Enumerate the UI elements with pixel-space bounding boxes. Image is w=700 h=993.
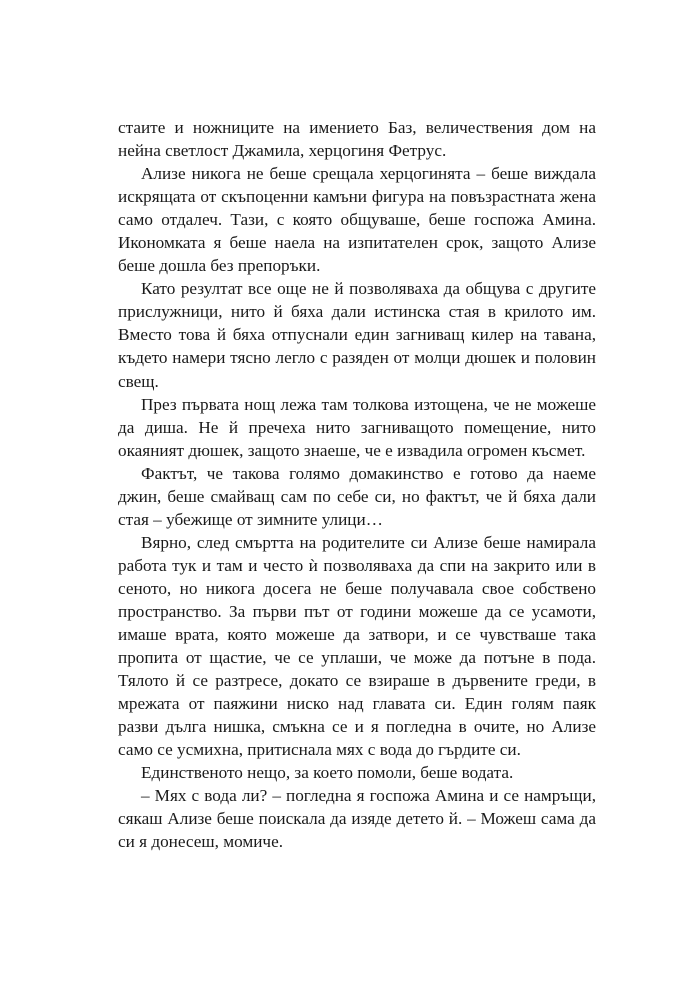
paragraph: Ализе никога не беше срещала херцогинята – беше виждала искрящата от скъпоценни камъни фигура на повъзрастната жена само отдалеч. Тази, с която общуваше, беше госпожа Амина. Икономката я беше наела на изпитателен срок, защото Ализе беше дошла без препоръки.	[118, 164, 596, 276]
paragraph: Като резултат все още не й позволяваха да общува с другите прислужници, нито й бяха дали истинска стая в крилото им. Вместо това й бяха отпуснали един загниващ килер на тавана, където намери тясно легло с разяден от молци дюшек и половин свещ.	[118, 279, 596, 391]
body-text	[118, 116, 596, 854]
paragraph: Вярно, след смъртта на родителите си Ализе беше намирала работа тук и там и често ѝ позволяваха да спи на закрито или в сеното, но никога досега не беше получавала свое собствено пространство. За първи път от години можеше да се усамоти, имаше врата, която можеше да затвори, и се чувстваше така пропита от щастие, че се уплаши, че може да потъне в пода. Тялото й се разтресе, докато се взираше в дървените греди, в мрежата от паяжини ниско над главата си. Един голям паяк разви дълга нишка, смъкна се и я погледна в очите, но Ализе само се усмихна, притиснала мях с вода до гърдите си.	[118, 532, 596, 760]
paragraph: – Мях с вода ли? – погледна я госпожа Амина и се намръщи, сякаш Ализе беше поискала да изяде детето й. – Можеш сама да си я донесеш, момиче.	[118, 786, 596, 852]
paragraph: През първата нощ лежа там толкова изтощена, че не можеше да диша. Не й пречеха нито загниващото помещение, нито окаяният дюшек, защото знаеше, че е извадила огромен късмет.	[118, 394, 596, 460]
paragraph: Фактът, че такова голямо домакинство е готово да наеме джин, беше смайващ сам по себе си, но фактът, че й бяха дали стая – убежище от зимните улици…	[118, 463, 596, 529]
paragraph: Единственото нещо, за което помоли, беше водата.	[141, 763, 514, 783]
paragraph: стаите и ножниците на имението Баз, величествения дом на нейна светлост Джамила, херцогиня Фетрус.	[118, 118, 596, 161]
